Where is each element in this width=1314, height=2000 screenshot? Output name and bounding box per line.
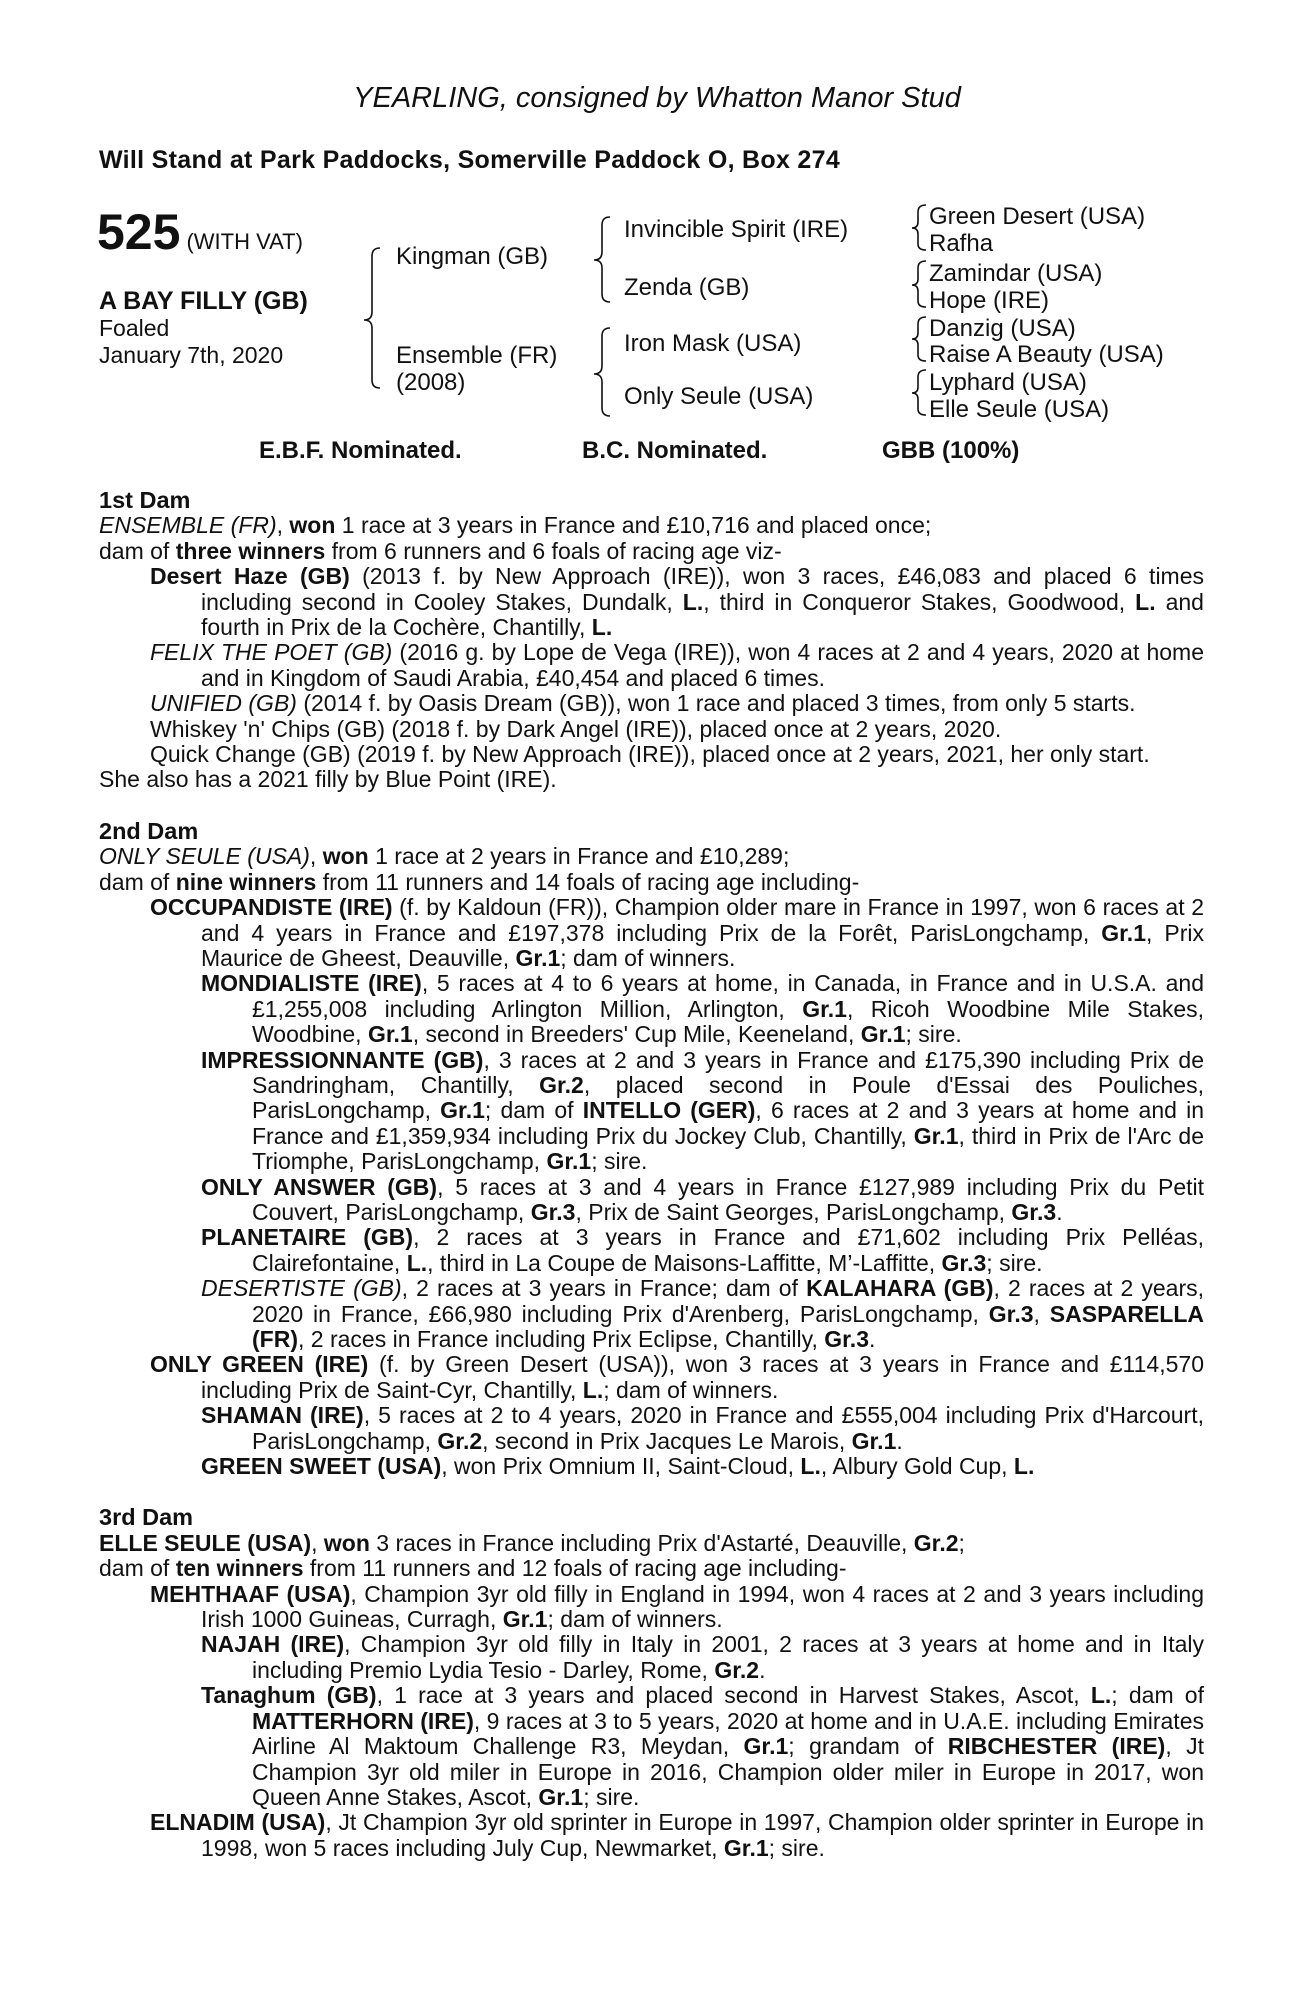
bold-text: Gr.2 <box>913 1529 959 1556</box>
bold-text: ELNADIM (USA) <box>150 1809 326 1836</box>
text-run: from 6 runners and 6 foals of racing age viz- <box>325 537 782 564</box>
third-dam-heading: 3rd Dam <box>99 1504 194 1531</box>
pedigree-dam-dam: Only Seule (USA) <box>624 383 814 410</box>
text-run: , 2 races at 2 years, 2020 in France, £66,980 including Prix d'Arenberg, ParisLongchamp, <box>252 1275 1205 1327</box>
bold-text: Gr.2 <box>714 1656 760 1683</box>
text-run: from 11 runners and 14 foals of racing age including- <box>316 868 860 895</box>
grand-progeny-entry <box>0 971 1314 1047</box>
dam-summary-line <box>0 870 1314 895</box>
text-run: . <box>869 1326 876 1352</box>
bold-text: Gr.3 <box>824 1326 869 1352</box>
bold-text: L. <box>1135 588 1156 615</box>
italic-text: UNIFIED (GB) <box>150 690 297 717</box>
italic-text: ENSEMBLE (FR) <box>99 512 277 539</box>
bold-text: INTELLO (GER) <box>582 1097 756 1124</box>
bold-text: L. <box>1090 1682 1112 1709</box>
bold-text: Gr.1 <box>913 1122 959 1149</box>
text-run: (f. by Kaldoun (FR)), Champion older mare in France in 1997, won 6 races at 2 and 4 years in France and £197,378 including Prix de la Forêt, ParisLongchamp, <box>201 894 1204 946</box>
progeny-entry <box>0 1352 1314 1403</box>
text-run: ; sire. <box>905 1021 962 1048</box>
bold-text: Gr.3 <box>1011 1198 1057 1225</box>
pedigree-sss: Green Desert (USA) <box>929 203 1146 230</box>
bold-text: L. <box>1013 1453 1035 1480</box>
text-run: ; <box>958 1529 965 1556</box>
text-run: , Jt Champion 3yr old sprinter in Europe in 1997, Champion older sprinter in Europe in 1998, won 5 races including July Cup, Newmarket, <box>201 1809 1204 1861</box>
bold-text: ONLY GREEN (IRE) <box>150 1351 369 1378</box>
bold-text: Gr.1 <box>851 1427 897 1454</box>
text-run: , Champion 3yr old filly in England in 1994, won 4 races at 2 and 3 years including Irish 1000 Guineas, Curragh, <box>201 1580 1205 1633</box>
text-run: , second in Prix Jacques Le Marois, <box>482 1427 852 1454</box>
text-run: , Jt Champion 3yr old miler in Europe in 2016, Champion older miler in Europe in 2017, won Queen Anne Stakes, Ascot, <box>252 1733 1205 1810</box>
bold-text: MONDIALISTE (IRE) <box>201 970 422 997</box>
bold-text: ONLY ANSWER (GB) <box>201 1173 438 1200</box>
text-run: , won Prix Omnium II, Saint-Cloud, <box>441 1453 801 1480</box>
pedigree-sire: Kingman (GB) <box>396 243 549 270</box>
bold-text: MEHTHAAF (USA) <box>150 1580 351 1607</box>
italic-text: FELIX THE POET (GB) <box>150 639 393 666</box>
text-run: , 1 race at 3 years and placed second in Harvest Stakes, Ascot, <box>376 1682 1091 1709</box>
pedigree-ddd: Elle Seule (USA) <box>929 396 1110 423</box>
second-dam-heading: 2nd Dam <box>99 817 199 844</box>
text-run: Whiskey 'n' Chips (GB) (2018 f. by Dark Angel (IRE)), placed once at 2 years, 2020. <box>150 715 1002 742</box>
horse-name: A BAY FILLY (GB) <box>99 287 308 315</box>
text-run: from 11 runners and 12 foals of racing age including- <box>303 1555 847 1582</box>
text-run: 1 race at 3 years in France and £10,716 and placed once; <box>335 512 932 539</box>
text-run: , <box>276 512 290 539</box>
text-run: , Champion 3yr old filly in Italy in 2001, 2 races at 3 years at home and in Italy including Premio Lydia Tesio - Darley, Rome, <box>252 1631 1204 1683</box>
text-run: ; sire. <box>591 1148 648 1175</box>
text-run: Quick Change (GB) (2019 f. by New Approach (IRE)), placed once at 2 years, 2021, her only start. <box>150 741 1150 768</box>
bold-text: Gr.3 <box>530 1198 576 1225</box>
bold-text: NAJAH (IRE) <box>201 1631 345 1658</box>
text-run: , 9 races at 3 to 5 years, 2020 at home and in U.A.E. including Emirates Airline Al Maktoum Challenge R3, Meydan, <box>252 1707 1204 1760</box>
bold-text: OCCUPANDISTE (IRE) <box>150 894 393 921</box>
text-run: ; dam of winners. <box>603 1376 779 1403</box>
text-run: (f. by Green Desert (USA)), won 3 races at 3 years in France and £114,570 including Prix de Saint-Cyr, Chantilly, <box>201 1351 1204 1403</box>
text-run: dam of <box>99 1555 176 1582</box>
dam-summary-line <box>0 1531 1314 1556</box>
progeny-entry <box>0 1810 1314 1861</box>
bold-text: IMPRESSIONNANTE (GB) <box>201 1046 484 1073</box>
text-run: 3 races in France including Prix d'Astarté, Deauville, <box>369 1529 914 1556</box>
text-run: (2014 f. by Oasis Dream (GB)), won 1 race and placed 3 times, from only 5 starts. <box>296 690 1136 717</box>
bold-text: ten winners <box>175 1555 304 1582</box>
bc-nomination: B.C. Nominated. <box>582 437 768 464</box>
text-run: , Albury Gold Cup, <box>820 1453 1014 1480</box>
bold-text: SASPARELLA (FR) <box>252 1300 1204 1352</box>
dam-summary-line <box>0 513 1314 538</box>
pedigree-dds: Lyphard (USA) <box>929 369 1087 396</box>
catalogue-body <box>0 488 1314 1861</box>
progeny-entry <box>0 1582 1314 1633</box>
bold-text: L. <box>406 1249 428 1276</box>
text-run: ; grandam of <box>788 1733 948 1760</box>
grand-progeny-entry <box>0 1683 1314 1810</box>
bold-text: GREEN SWEET (USA) <box>201 1453 442 1480</box>
text-run: . <box>759 1656 766 1683</box>
pedigree-dsd: Raise A Beauty (USA) <box>929 341 1164 368</box>
pedigree-dam-year: (2008) <box>396 369 466 396</box>
italic-text: DESERTISTE (GB) <box>201 1275 402 1302</box>
dam-summary-line <box>0 1556 1314 1581</box>
bold-text: SHAMAN (IRE) <box>201 1402 364 1429</box>
text-run: ; dam of <box>1111 1682 1204 1709</box>
gbb-rating: GBB (100%) <box>882 437 1020 464</box>
stand-location: Will Stand at Park Paddocks, Somerville Paddock O, Box 274 <box>99 146 841 174</box>
text-run: , <box>1033 1300 1050 1327</box>
pedigree-dam-sire: Iron Mask (USA) <box>624 330 802 357</box>
bold-text: Gr.1 <box>1101 919 1146 946</box>
text-run: . <box>1056 1198 1063 1225</box>
bold-text: Gr.1 <box>538 1783 584 1810</box>
progeny-entry <box>0 742 1314 767</box>
pedigree-dss: Danzig (USA) <box>929 315 1076 342</box>
bold-text: Gr.1 <box>502 1606 548 1633</box>
bold-text: won <box>289 512 336 539</box>
vat-note: (WITH VAT) <box>186 229 303 254</box>
progeny-entry <box>0 691 1314 716</box>
bold-text: L. <box>800 1453 821 1480</box>
text-run: , third in La Coupe de Maisons-Laffitte, M’-Laffitte, <box>427 1249 942 1276</box>
dam-note <box>0 767 1314 792</box>
bold-text: ELLE SEULE (USA) <box>99 1529 312 1556</box>
text-run: ; dam of winners. <box>547 1606 723 1633</box>
grand-progeny-entry <box>0 1454 1314 1479</box>
bold-text: Gr.1 <box>367 1021 413 1048</box>
bold-text: Gr.1 <box>743 1733 789 1760</box>
pedigree-dam: Ensemble (FR) <box>396 342 558 369</box>
bold-text: won <box>323 1529 370 1556</box>
text-run: ; sire. <box>583 1783 640 1810</box>
bold-text: Gr.1 <box>860 1021 906 1048</box>
text-run: , 5 races at 4 to 6 years at home, in Canada, in France and in U.S.A. and £1,255,008 including Arlington Million, Arlington, <box>252 970 1204 1022</box>
text-run: . <box>896 1427 903 1454</box>
bold-text: L. <box>591 614 613 641</box>
pedigree-ssd: Rafha <box>929 230 994 257</box>
text-run: , second in Breeders' Cup Mile, Keeneland, <box>412 1021 861 1048</box>
foaled-date: January 7th, 2020 <box>99 342 284 368</box>
bold-text: won <box>322 843 369 870</box>
grand-progeny-entry <box>0 1403 1314 1454</box>
third-dam-entries <box>0 1582 1314 1861</box>
dam-summary-line <box>0 539 1314 564</box>
text-run: , 5 races at 2 to 4 years, 2020 in France and £555,004 including Prix d'Harcourt, ParisLongchamp, <box>252 1402 1204 1454</box>
pedigree-sire-sire: Invincible Spirit (IRE) <box>624 216 849 243</box>
pedigree-sds: Zamindar (USA) <box>929 260 1103 287</box>
italic-text: ONLY SEULE (USA) <box>99 843 310 870</box>
bold-text: Desert Haze (GB) <box>150 563 350 590</box>
text-run: (2013 f. by New Approach (IRE)), won 3 races, £46,083 and placed 6 times including second in Cooley Stakes, Dundalk, <box>201 563 1205 615</box>
progeny-entry <box>0 564 1314 640</box>
text-run: , 2 races in France including Prix Eclipse, Chantilly, <box>297 1326 825 1352</box>
progeny-entry <box>0 895 1314 971</box>
text-run: , 3 races at 2 and 3 years in France and £175,390 including Prix de Sandringham, Chantilly, <box>252 1046 1204 1098</box>
text-run: , Ricoh Woodbine Mile Stakes, Woodbine, <box>252 995 1205 1048</box>
text-run: , 2 races at 3 years in France; dam of <box>401 1275 807 1302</box>
text-run: ; sire. <box>986 1249 1043 1276</box>
bold-text: Gr.1 <box>515 944 561 971</box>
text-run: She also has a 2021 filly by Blue Point (IRE). <box>99 766 557 793</box>
grand-progeny-entry <box>0 1632 1314 1683</box>
text-run: , third in Prix de l'Arc de Triomphe, ParisLongchamp, <box>252 1122 1204 1175</box>
bold-text: Gr.1 <box>546 1148 592 1175</box>
consignment-header: YEARLING, consigned by Whatton Manor Stud <box>353 82 961 114</box>
grand-progeny-entry <box>0 1048 1314 1175</box>
pedigree-sire-dam: Zenda (GB) <box>624 274 750 301</box>
bold-text: PLANETAIRE (GB) <box>201 1224 414 1251</box>
pedigree-sdd: Hope (IRE) <box>929 287 1050 314</box>
text-run: ; dam of <box>484 1097 583 1124</box>
bold-text: nine winners <box>175 868 317 895</box>
text-run: , 6 races at 2 and 3 years at home and in France and £1,359,934 including Prix du Jockey Club, Chantilly, <box>252 1097 1204 1149</box>
grand-progeny-entry <box>0 1276 1314 1352</box>
bold-text: Gr.2 <box>437 1427 483 1454</box>
text-run: , placed second in Poule d'Essai des Pouliches, ParisLongchamp, <box>252 1071 1204 1124</box>
second-dam-entries <box>0 895 1314 1479</box>
lot-number: 525 <box>97 204 181 260</box>
bold-text: Gr.1 <box>440 1097 485 1124</box>
progeny-entry <box>0 640 1314 691</box>
grand-progeny-entry <box>0 1175 1314 1226</box>
ebf-nomination: E.B.F. Nominated. <box>259 437 462 464</box>
text-run: dam of <box>99 868 176 895</box>
text-run: , 5 races at 3 and 4 years in France £127,989 including Prix du Petit Couvert, ParisLongchamp, <box>252 1173 1204 1225</box>
bold-text: KALAHARA (GB) <box>806 1275 994 1302</box>
bold-text: Gr.1 <box>802 995 847 1022</box>
bold-text: RIBCHESTER (IRE) <box>947 1733 1166 1760</box>
bold-text: MATTERHORN (IRE) <box>252 1707 474 1734</box>
text-run: (2016 g. by Lope de Vega (IRE)), won 4 races at 2 and 4 years, 2020 at home and in Kingdom of Saudi Arabia, £40,454 and placed 6 times. <box>201 639 1204 691</box>
bold-text: Gr.2 <box>539 1071 584 1098</box>
foaled-label: Foaled <box>99 315 170 341</box>
bold-text: Gr.3 <box>988 1300 1034 1327</box>
dam-summary-line <box>0 844 1314 869</box>
bold-text: L. <box>682 588 704 615</box>
progeny-entry <box>0 717 1314 742</box>
text-run: 1 race at 2 years in France and £10,289; <box>368 843 790 870</box>
text-run: , Prix de Saint Georges, ParisLongchamp, <box>575 1198 1012 1225</box>
text-run: , <box>309 843 323 870</box>
text-run: ; dam of winners. <box>560 944 736 971</box>
text-run: dam of <box>99 537 176 564</box>
bold-text: Gr.3 <box>941 1249 987 1276</box>
text-run: and fourth in Prix de la Cochère, Chantilly, <box>201 588 1204 641</box>
text-run: , third in Conqueror Stakes, Goodwood, <box>703 588 1136 615</box>
bold-text: L. <box>582 1376 604 1403</box>
first-dam-heading: 1st Dam <box>99 487 191 513</box>
text-run: ; sire. <box>768 1834 825 1861</box>
text-run: , <box>311 1529 324 1556</box>
grand-progeny-entry <box>0 1225 1314 1276</box>
bold-text: Tanaghum (GB) <box>201 1682 377 1709</box>
text-run: , 2 races at 3 years in France and £71,602 including Prix Pelléas, Clairefontaine, <box>252 1224 1205 1276</box>
text-run: , Prix Maurice de Gheest, Deauville, <box>201 919 1205 971</box>
bold-text: Gr.1 <box>723 1834 769 1861</box>
bold-text: three winners <box>175 537 326 564</box>
